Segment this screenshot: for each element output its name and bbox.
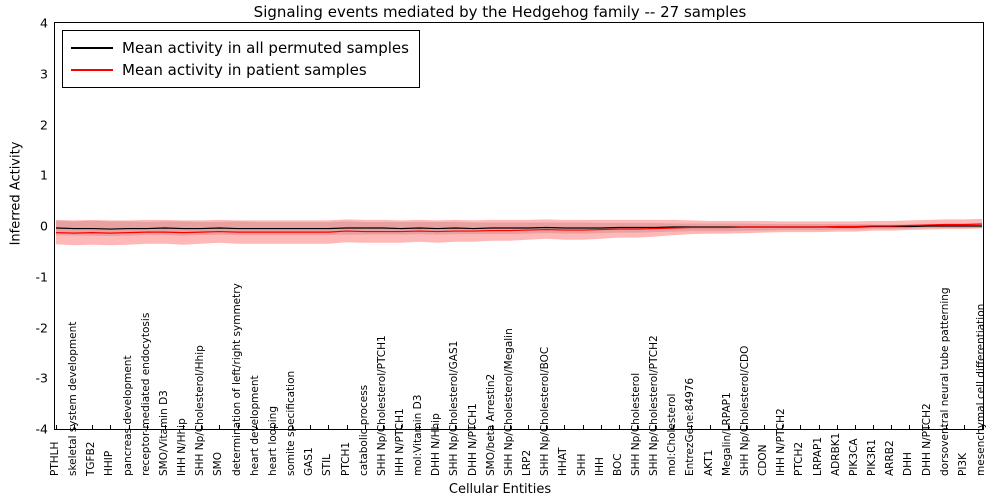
x-tick-label: IHH N/PTCH2 — [775, 408, 788, 476]
x-tick-label: ADRBK1 — [829, 432, 842, 476]
x-tick-mark — [819, 425, 820, 430]
x-tick-label: heart development — [248, 375, 261, 476]
x-tick-label: mol:Cholesterol — [666, 393, 679, 476]
x-tick-label: SHH Np/Cholesterol/CDO — [738, 345, 751, 476]
x-tick-mark — [219, 425, 220, 430]
y-axis-label: Inferred Activity — [8, 141, 24, 246]
y-tick-label: -3 — [35, 370, 48, 386]
chart-title: Signaling events mediated by the Hedgehog family -- 27 samples — [253, 3, 747, 21]
x-tick-label: mesenchymal cell differentiation — [975, 303, 987, 476]
x-tick-label: HHAT — [557, 447, 570, 476]
x-tick-label: SHH Np/Cholesterol/GAS1 — [448, 340, 461, 476]
x-tick-label: STIL — [321, 453, 334, 476]
x-tick-mark — [909, 425, 910, 430]
x-tick-label: GAS1 — [303, 447, 316, 476]
y-tick-label: 0 — [40, 218, 48, 234]
x-tick-label: dorsoventral neural tube patterning — [938, 287, 951, 476]
x-tick-label: HHIP — [103, 450, 116, 476]
x-tick-mark — [873, 425, 874, 430]
x-tick-label: PI3K — [956, 453, 969, 476]
x-tick-label: SHH Np/Cholesterol — [630, 372, 643, 476]
y-axis-tick-labels — [0, 15, 48, 437]
x-tick-label: SHH Np/Cholesterol/PTCH2 — [648, 335, 661, 476]
x-tick-mark — [601, 425, 602, 430]
y-tick-label: -1 — [35, 269, 48, 285]
x-tick-label: pancreas development — [121, 355, 134, 476]
x-tick-label: SHH Np/Cholesterol/Megalin — [502, 328, 515, 476]
x-tick-label: SMO — [212, 452, 225, 476]
x-tick-label: PIK3CA — [847, 438, 860, 476]
x-tick-mark — [56, 425, 57, 430]
x-tick-mark — [92, 425, 93, 430]
x-tick-mark — [855, 425, 856, 430]
legend-swatch-permuted — [71, 47, 113, 49]
y-tick-label: 2 — [40, 117, 48, 132]
x-tick-mark — [619, 425, 620, 430]
x-tick-label: LRP2 — [521, 449, 534, 476]
x-tick-label: CDON — [757, 444, 770, 476]
legend-swatch-patient — [71, 69, 113, 71]
x-tick-label: SHH Np/Cholesterol/BOC — [539, 346, 552, 476]
x-tick-mark — [328, 425, 329, 430]
x-tick-label: DHH N/PTCH1 — [466, 403, 479, 476]
x-tick-label: SMO/Vitamin D3 — [157, 390, 170, 476]
x-tick-label: Megalin/LRPAP1 — [720, 392, 733, 476]
x-tick-label: LRPAP1 — [811, 436, 824, 476]
x-tick-label: DHH N/Hhip — [430, 413, 443, 476]
legend-item — [71, 59, 409, 81]
legend-label-patient: Mean activity in patient samples — [122, 61, 367, 79]
x-tick-label: PTHLH — [49, 441, 61, 476]
x-tick-label: SHH — [575, 453, 588, 476]
x-tick-label: IHH N/Hhip — [176, 418, 189, 476]
x-tick-mark — [110, 425, 111, 430]
y-tick-label: 3 — [40, 66, 48, 82]
x-tick-label: DHH — [902, 452, 915, 476]
x-tick-label: SHH Np/Cholesterol/PTCH1 — [375, 335, 388, 476]
x-tick-mark — [564, 425, 565, 430]
x-tick-label: PTCH1 — [339, 441, 352, 476]
x-tick-label: AKT1 — [702, 449, 715, 476]
legend — [62, 30, 420, 88]
x-tick-label: EntrezGene:84976 — [684, 377, 697, 476]
x-tick-mark — [800, 425, 801, 430]
x-tick-label: DHH N/PTCH2 — [920, 403, 933, 476]
x-tick-label: determination of left/right symmetry — [230, 283, 243, 476]
x-tick-mark — [528, 425, 529, 430]
x-tick-mark — [310, 425, 311, 430]
x-tick-label: PIK3R1 — [866, 439, 879, 476]
x-tick-label: ARRB2 — [884, 440, 897, 476]
legend-item — [71, 37, 409, 59]
x-tick-label: PTCH2 — [793, 441, 806, 476]
x-tick-mark — [764, 425, 765, 430]
y-tick-label: -4 — [35, 421, 48, 437]
x-tick-label: mol:Vitamin D3 — [412, 394, 425, 476]
x-tick-label: skeletal system development — [67, 321, 80, 476]
x-tick-label: catabolic process — [357, 384, 370, 476]
x-tick-label: receptor-mediated endocytosis — [139, 312, 152, 476]
x-tick-mark — [891, 425, 892, 430]
x-tick-label: IHH N/PTCH1 — [393, 408, 406, 476]
x-tick-label: TGFB2 — [85, 441, 98, 476]
x-tick-mark — [710, 425, 711, 430]
x-tick-mark — [347, 425, 348, 430]
x-tick-label: SHH Np/Cholesterol/Hhip — [194, 345, 207, 476]
x-tick-label: somite specification — [285, 370, 298, 476]
legend-label-permuted: Mean activity in all permuted samples — [122, 39, 409, 57]
x-tick-label: BOC — [611, 453, 624, 476]
x-tick-label: SMO/beta Arrestin2 — [484, 373, 497, 476]
x-tick-mark — [583, 425, 584, 430]
x-tick-label: heart looping — [266, 406, 279, 476]
x-tick-mark — [837, 425, 838, 430]
y-tick-label: -2 — [35, 320, 48, 335]
x-tick-mark — [964, 425, 965, 430]
x-tick-label: IHH — [593, 457, 606, 476]
y-tick-label: 4 — [40, 15, 48, 31]
y-tick-label: 1 — [40, 167, 48, 183]
x-axis-label: Cellular Entities — [448, 482, 552, 497]
